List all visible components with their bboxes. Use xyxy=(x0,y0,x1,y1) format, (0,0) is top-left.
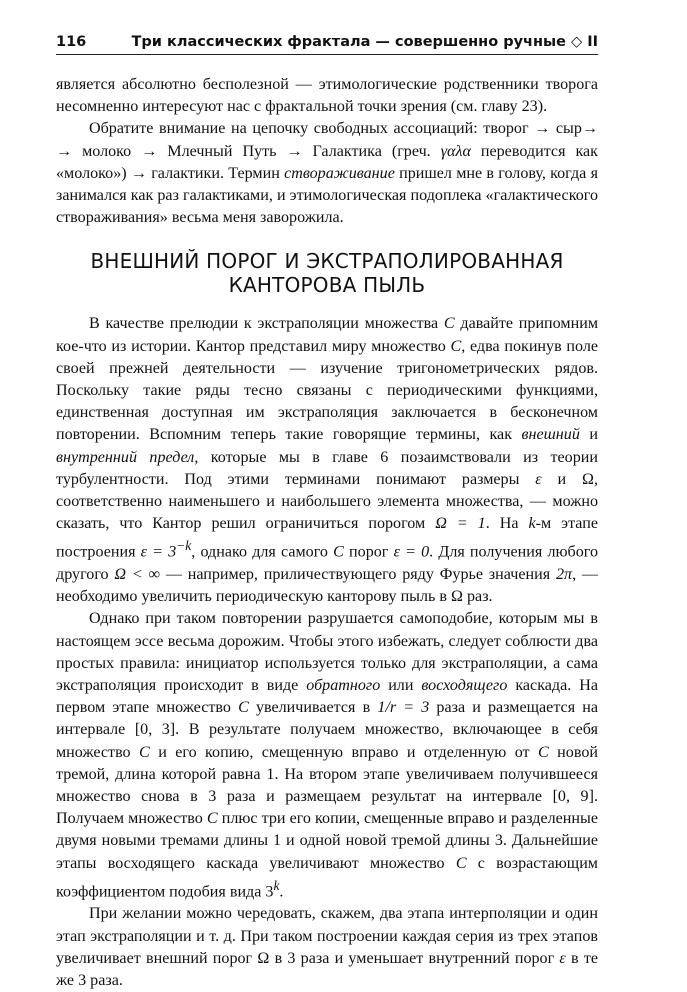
math-formula: [0, 3] xyxy=(134,721,176,739)
text-run: . Получаем множество xyxy=(56,788,598,828)
text-run: , соответственно наименьшего и наибольшего элемента множества, — можно сказать, что Кантор решил ограничиться порогом xyxy=(56,470,598,533)
paragraph-continued: является абсолютно бесполезной — этимологические родственники творога несомненно интересуют нас с фрактальной точки зрения (см. главу 23). xyxy=(56,76,598,116)
math-formula: 3 xyxy=(265,883,274,901)
math-symbol: Ω xyxy=(451,588,463,606)
text-run: и xyxy=(541,470,582,488)
math-symbol: C xyxy=(238,699,249,717)
text-body xyxy=(56,74,598,992)
math-symbol: ε xyxy=(535,470,542,488)
math-superscript: −k xyxy=(176,538,192,554)
text-run: увеличивается в xyxy=(248,699,378,717)
math-formula: 1/r = 3 xyxy=(377,699,430,717)
emphasized-term: обратного xyxy=(306,677,381,695)
text-run: в 3 раза и уменьшает внутренний порог xyxy=(269,949,560,967)
emphasized-term: внутренний предел xyxy=(56,448,195,466)
text-run: В качестве прелюдии к экстраполяции множества xyxy=(89,315,444,333)
math-symbol: C xyxy=(206,810,218,828)
text-run: и его копию, смещенную вправо и отделенную от xyxy=(149,743,539,761)
text-run: Однако при таком повторении разрушается самоподобие, которым мы в настоящем эссе весьма дорожим. Чтобы этого избежать, следует соблюсти два простых правила: инициатор используется только для экстраполяции, а сама экстраполяция происходит в виде xyxy=(56,610,598,695)
section-heading xyxy=(56,249,598,297)
text-run: . Для получения любого другого xyxy=(56,543,599,584)
greek-word: γαλα xyxy=(440,142,471,160)
page-number: 116 xyxy=(56,34,87,50)
text-run: каскада. На первом этапе множество xyxy=(56,677,598,717)
text-run: -м этапе построения xyxy=(56,515,598,561)
math-symbol: Ω xyxy=(257,949,270,967)
text-run: в те же 3 раза. xyxy=(56,949,598,990)
text-run: раз. xyxy=(462,588,493,606)
paragraph-alternation xyxy=(56,903,598,992)
text-run: Обратите внимание на цепочку свободных ассоциаций: творог → сыр→ → молоко → Млечный Путь → Галактика (греч. xyxy=(56,120,598,160)
math-formula: ε = 0 xyxy=(393,543,430,561)
text-run: или xyxy=(380,677,422,695)
math-symbol: C xyxy=(538,743,549,761)
text-run: переводится как «молоко») → галактики. Термин xyxy=(56,142,598,182)
text-run: При желании можно чередовать, скажем, два этапа интерполяции и один этап экстраполяции и т. д. При таком построении каждая серия из трех этапов увеличивает внешний порог xyxy=(56,905,598,967)
text-run: , — необходимо увеличить периодическую канторову пыль в xyxy=(56,566,599,606)
emphasized-term: створаживание xyxy=(284,164,395,182)
text-run: давайте припомним кое-что из истории. Кантор представил миру множество xyxy=(56,315,598,355)
math-formula: Ω = 1 xyxy=(435,515,486,533)
text-run: пришел мне в голову, когда я занимался как раз галактиками, и этимологическая подоплека «галактического створаживания» весьма меня заворожила. xyxy=(56,164,598,227)
text-run: , однако для самого xyxy=(191,543,334,561)
text-run: раза и размещается на интервале xyxy=(56,699,598,739)
math-symbol: C xyxy=(443,315,455,333)
running-header xyxy=(56,30,598,55)
math-symbol: Ω xyxy=(581,470,594,488)
text-run: , которые мы в главе 6 позаимствовали из теории турбулентности. Под этими терминами понимают размеры xyxy=(56,448,598,488)
text-run: — например, приличествующего ряду Фурье значения xyxy=(160,566,556,584)
paragraph-prelude xyxy=(56,313,598,608)
math-formula: [0, 9] xyxy=(552,788,594,806)
text-run: . На xyxy=(485,515,529,533)
section-heading-line: КАНТОРОВА ПЫЛЬ xyxy=(228,273,426,298)
math-formula: ε = 3 xyxy=(140,543,177,561)
paragraph-cascade xyxy=(56,608,598,903)
math-symbol: C xyxy=(455,854,467,872)
section-heading-line: ВНЕШНИЙ ПОРОГ И ЭКСТРАПОЛИРОВАННАЯ xyxy=(90,249,564,274)
paragraph-associations xyxy=(56,118,598,229)
emphasized-term: восходящего xyxy=(421,677,508,695)
math-symbol: C xyxy=(139,743,150,761)
math-symbol: C xyxy=(333,543,344,561)
emphasized-term: внешний xyxy=(521,426,580,444)
text-run: порог xyxy=(343,543,394,561)
text-run: , едва покинув поле своей прежней деятельности — изучение тригонометрических рядов. Поскольку такие ряды тесно связаны с периодическими функциями, единственная доступная им экстраполяция заключается в бесконечном повторении. Вспомним теперь такие говорящие термины, как xyxy=(56,337,599,444)
math-formula: Ω < ∞ xyxy=(114,566,160,584)
math-symbol: ε xyxy=(559,949,566,967)
running-title: Три классических фрактала — совершенно ручные ◇ II xyxy=(131,34,598,50)
math-symbol: k xyxy=(528,515,536,533)
text-run: . xyxy=(279,883,284,901)
text-run: и xyxy=(579,426,598,444)
math-superscript: k xyxy=(273,877,280,893)
text-run: с возрастающим коэффициентом подобия вида xyxy=(56,854,598,901)
math-formula: 2π xyxy=(555,566,573,584)
math-symbol: C xyxy=(450,337,462,355)
text-run: плюс три его копии, смещенные вправо и разделенные двумя новыми тремами длины 1 и одной новой тремой длины 3. Дальнейшие этапы восходящего каскада увеличивают множество xyxy=(56,810,598,872)
text-run: новой тремой, длина которой равна 1. На втором этапе увеличиваем получившееся множество снова в 3 раза и размещаем результат на интервале xyxy=(56,743,598,806)
text-run: . В результате получаем множество, включающее в себя множество xyxy=(56,721,598,761)
